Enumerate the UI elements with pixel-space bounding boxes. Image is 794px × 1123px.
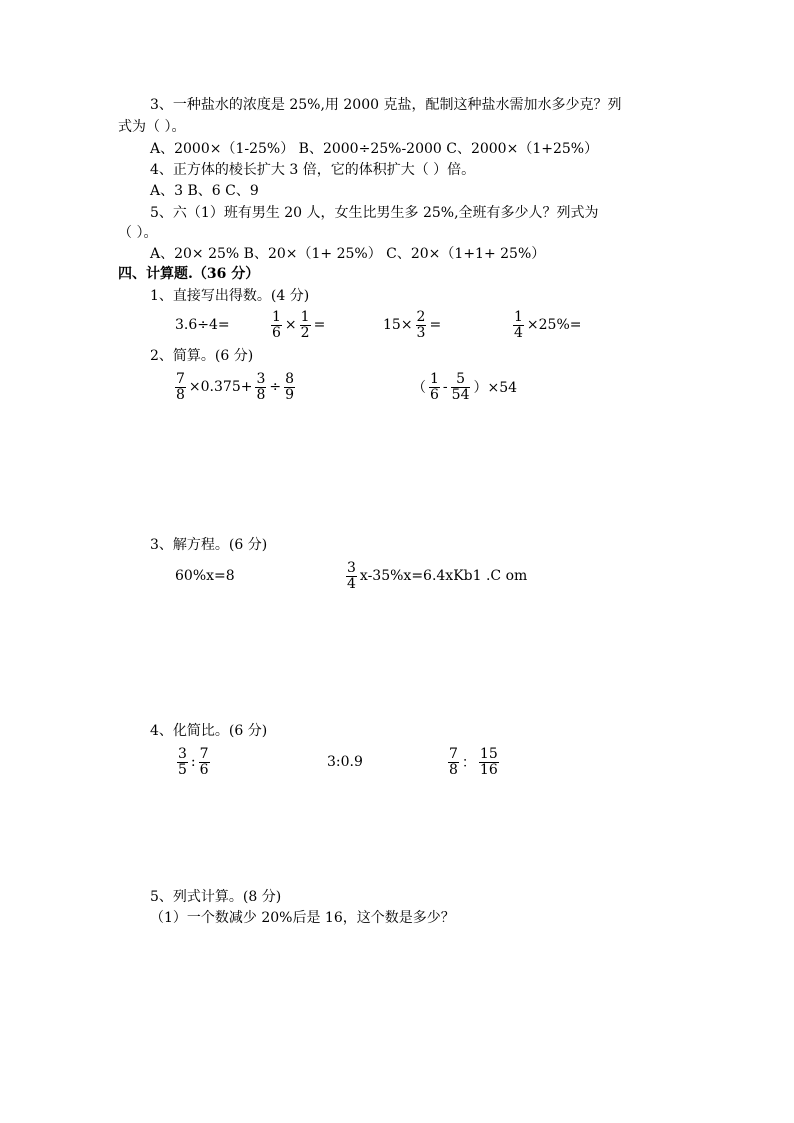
part2-expr2 — [412, 366, 517, 408]
part3-heading: 3、解方程。(6 分) — [150, 537, 268, 553]
fraction: $\frac{1}{2}$ — [300, 308, 310, 341]
expr-text: 3:0.9 — [327, 754, 363, 770]
part1-expr3 — [383, 306, 441, 344]
part4-expr3 — [445, 742, 502, 782]
part5-question1: （1）一个数减少 20%后是 16，这个数是多少？ — [150, 910, 455, 926]
fraction: $\frac{1}{6}$ — [430, 370, 439, 403]
expr-tail: x-35%x=6.4xKb1 .C om — [359, 568, 528, 584]
q5-line1: 5、六（1）班有男生 20 人，女生比男生多 25%,全班有多少人？列式为 — [150, 205, 599, 221]
part2-heading: 2、简算。(6 分) — [150, 348, 254, 364]
paren-close: ）×54 — [473, 380, 518, 396]
fraction: $\frac{3}{5}$ — [178, 745, 187, 778]
part2-expr1 — [172, 366, 298, 408]
q5-options: A、20× 25% B、20×（1+ 25%） C、20×（1+1+ 25%） — [150, 246, 546, 262]
fraction: $\frac{15}{16}$ — [479, 745, 498, 778]
q3-line1: 3、一种盐水的浓度是 25%,用 2000 克盐，配制这种盐水需加水多少克？列 — [150, 97, 622, 113]
operator: ： — [461, 755, 476, 771]
operator: : — [190, 754, 196, 770]
part1-expr2 — [268, 306, 325, 344]
expr-text: 60%x=8 — [175, 568, 235, 584]
part1-expr4 — [510, 306, 582, 344]
q5-line2: （ ）。 — [118, 225, 158, 241]
part1-expr1 — [175, 308, 230, 342]
fraction: $\frac{7}{8}$ — [176, 370, 185, 403]
part3-expr1 — [175, 562, 235, 590]
q3-options: A、2000×（1-25%） B、2000÷25%-2000 C、2000×（1+25%） — [150, 141, 599, 157]
fraction: $\frac{7}{6}$ — [199, 745, 209, 778]
operator: × — [284, 317, 297, 333]
part4-expr2 — [327, 748, 363, 776]
fraction: $\frac{2}{3}$ — [416, 308, 426, 341]
expr-tail: = — [313, 317, 326, 333]
q3-line2: 式为（ ）。 — [118, 119, 186, 135]
part3-expr2 — [343, 556, 527, 596]
expr-mid: ×0.375+ — [188, 379, 253, 395]
q4-options: A、3 B、6 C、9 — [150, 183, 259, 199]
fraction: $\frac{1}{4}$ — [514, 308, 523, 341]
fraction: $\frac{7}{8}$ — [449, 745, 458, 778]
section-title: 四、计算题.（36 分） — [118, 266, 260, 282]
fraction: $\frac{3}{4}$ — [347, 559, 356, 592]
part1-heading: 1、直接写出得数。(4 分) — [150, 288, 310, 304]
expr-tail: = — [429, 317, 442, 333]
fraction: $\frac{8}{9}$ — [285, 370, 295, 403]
paren-open: （ — [412, 380, 426, 396]
expr-tail: ×25%= — [526, 317, 582, 333]
expr-lead: 15× — [383, 317, 413, 333]
expr-text: 3.6÷4= — [175, 317, 230, 333]
fraction: $\frac{3}{8}$ — [256, 370, 266, 403]
part5-heading: 5、列式计算。(8 分) — [150, 889, 282, 905]
fraction: $\frac{1}{6}$ — [272, 308, 281, 341]
part4-expr1 — [174, 742, 213, 782]
q4-line1: 4、正方体的棱长扩大 3 倍，它的体积扩大（ ）倍。 — [150, 162, 476, 178]
part4-heading: 4、化简比。(6 分) — [150, 723, 268, 739]
operator: - — [442, 379, 448, 395]
fraction: $\frac{5}{54}$ — [451, 370, 470, 403]
operator: ÷ — [269, 379, 282, 395]
